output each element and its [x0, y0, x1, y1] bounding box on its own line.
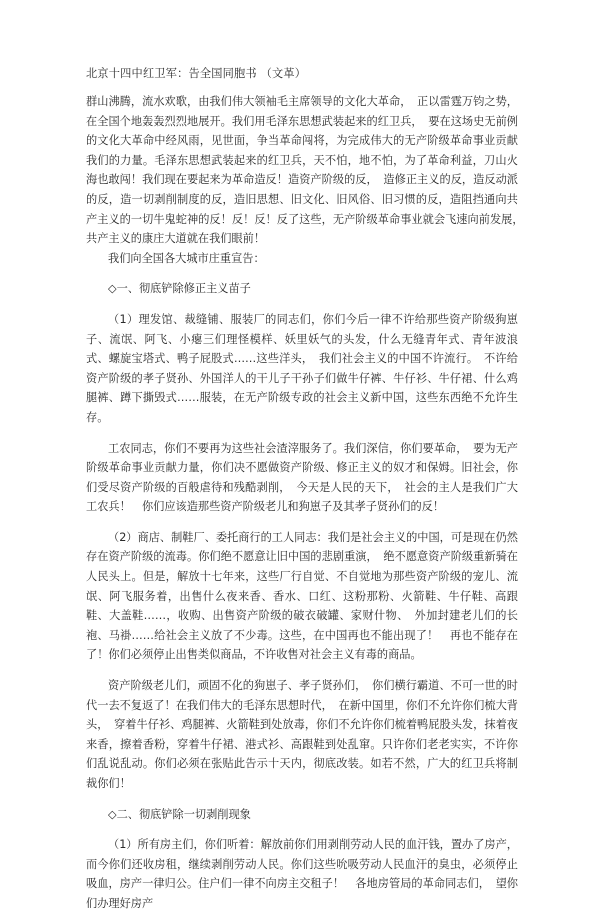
document-title: 北京十四中红卫军：告全国同胞书 （文革）: [86, 67, 307, 80]
section2-paragraph-1: （1）所有房主们，你们听着：解放前你们用剥削劳动人民的血汗钱，置办了房产，而今你们还收房租，继续剥削劳动人民。你们这些吮吸劳动人民血汗的臭虫，必须停止吸血，房产一律归公。住户们一律不向房主交租子！ 各地房管局的革命同志们， 望你们办理好房产: [86, 838, 518, 910]
section1-paragraph-4: 资产阶级老儿们，顽固不化的狗崽子、孝子贤孙们， 你们横行霸道、不可一世的时代一去不复返了！在我们伟大的毛泽东思想时代， 在新中国里，你们不允许你们梳大背头， 穿着牛仔衫、鸡腿裤、火箭鞋到处放毒，你们不允许你们梳着鸭屁股头发，抹着夜来香，擦着香粉，穿着牛仔裙、港式衫、高跟鞋到处乱窜。只许你们老老实实，不许你们乱说乱动。你们必须在张贴此告示十天内，彻底改装。如若不然，广大的红卫兵将制裁你们！: [86, 679, 518, 790]
intro-paragraph: 群山沸腾，流水欢歌，由我们伟大领袖毛主席领导的文化大革命， 正以雷霆万钧之势，在全国个地轰轰烈烈地展开。我们用毛泽东思想武装起来的红卫兵， 要在这场史无前例的文化大革命中经风雨，见世面，争当革命闯将，为完成伟大的无产阶级革命事业贡献我们的力量。毛泽东思想武装起来的红卫兵，天不怕，地不怕，为了革命利益，刀山火海也敢闯！我们现在要起来为革命造反！造资产阶级的反， 造修正主义的反，造反动派的反，造一切剥削制度的反，造旧思想、旧文化、旧风俗、旧习惯的反，造阻挡通向共产主义的一切牛鬼蛇神的反！反！反！反了这些，无产阶级革命事业就会飞速向前发展， 共产主义的康庄大道就在我们眼前！: [86, 95, 530, 246]
section1-paragraph-3: （2）商店、制鞋厂、委托商行的工人同志：我们是社会主义的中国，可是现在仍然存在资产阶级的流毒。你们绝不愿意让旧中国的悲剧重演， 绝不愿意资产阶级重新骑在人民头上。但是，解放十七年来，这些厂行自觉、不自觉地为那些资产阶级的宠儿、流氓、阿飞服务着，出售什么夜来香、香水、口红、这粉那粉、火箭鞋、牛仔鞋、高跟鞋、大盖鞋……，收购、出售资产阶级的破衣破罐、家财什物、 外加封建老儿们的长袍、马褂……给社会主义放了不少毒。这些，在中国再也不能出现了！ 再也不能存在了！你们必须停止出售类似商品，不许收售对社会主义有毒的商品。: [86, 530, 518, 662]
section-heading-2: ◇二、彻底铲除一切剥削现象: [108, 807, 251, 821]
section-heading-1: ◇一、彻底铲除修正主义苗子: [108, 282, 251, 296]
declaration-line: 我们向全国各大城市庄重宣告：: [108, 251, 265, 265]
section1-paragraph-1: （1）理发馆、裁缝铺、服装厂的同志们，你们今后一律不许给那些资产阶级狗崽子、流氓、阿飞、小瘪三们理怪模样、妖里妖气的头发，什么无缝青年式、青年波浪式、螺旋宝塔式、鸭子屁股式……这些洋头， 我们社会主义的中国不许流行。 不许给资产阶级的孝子贤孙、外国洋人的干儿子干孙子们做牛仔裤、牛仔衫、牛仔裙、什么鸡腿裤、蹲下撕毁式……服装，在无产阶级专政的社会主义新中国，这些东西绝不允许生存。: [86, 312, 518, 424]
section1-paragraph-2: 工农同志，你们不要再为这些社会渣滓服务了。我们深信，你们要革命， 要为无产阶级革命事业贡献力量，你们决不愿做资产阶级、修正主义的奴才和保姆。旧社会，你们受尽资产阶级的百般虐待和残酷剥削， 今天是人民的天下， 社会的主人是我们广大工农兵！ 你们应该造那些资产阶级老儿和狗崽子及其孝子贤孙们的反！: [86, 441, 518, 514]
